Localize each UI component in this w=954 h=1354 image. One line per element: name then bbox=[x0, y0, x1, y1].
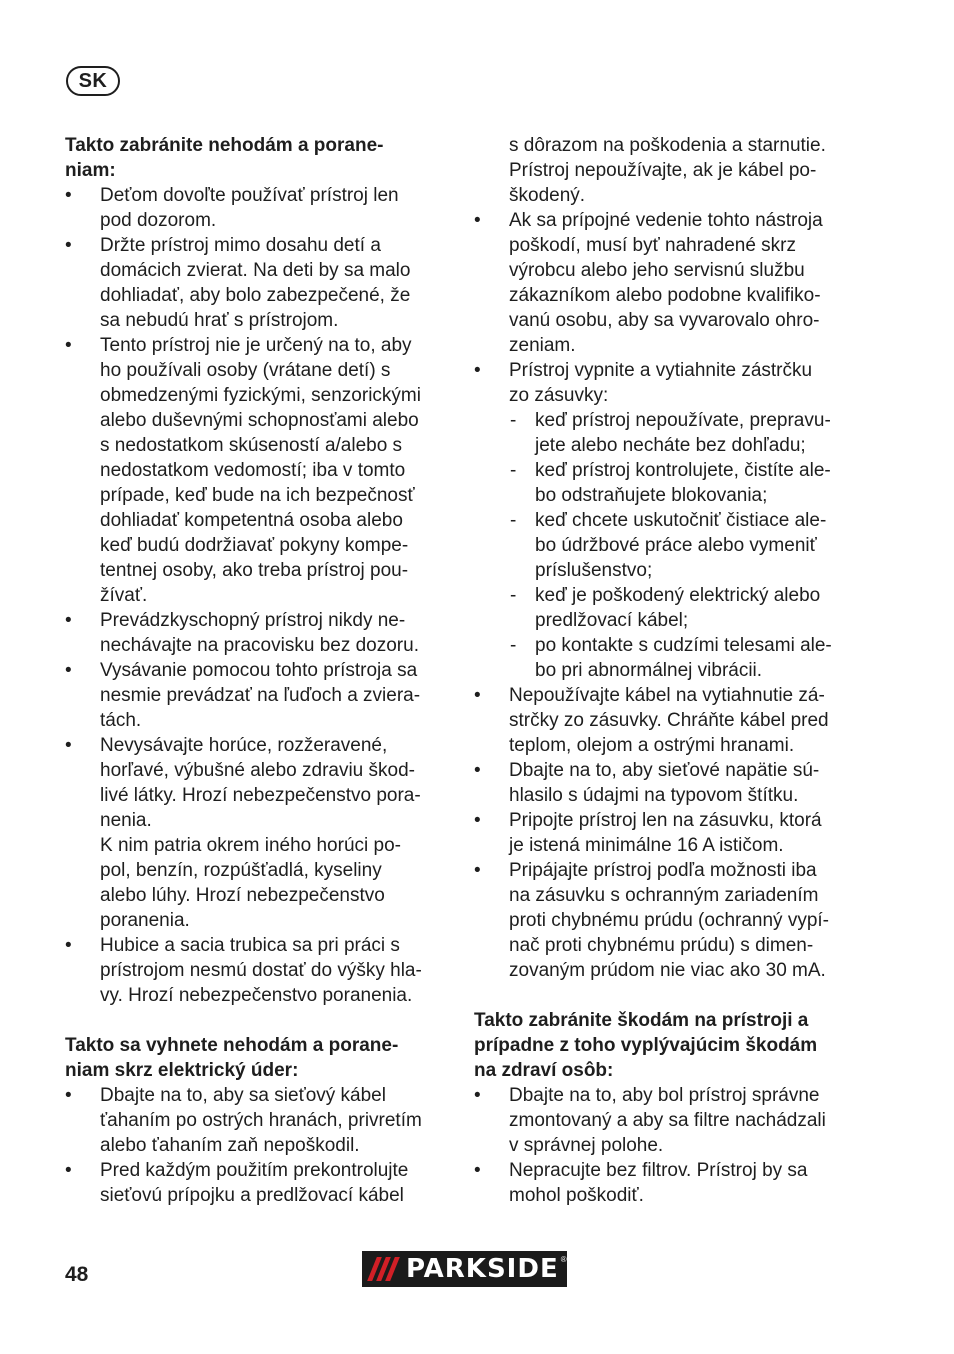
text-line: Nepoužívajte kábel na vytiahnutie zá- bbox=[509, 685, 825, 706]
text-line: bo pri abnormálnej vibrácii. bbox=[535, 660, 763, 681]
text-line: zovaným prúdom nie viac ako 30 mA. bbox=[509, 960, 826, 981]
bullet-icon: • bbox=[474, 210, 481, 231]
text-line: bo údržbové práce alebo vymeniť bbox=[535, 535, 817, 556]
text-line: teplom, olejom a ostrými hranami. bbox=[509, 735, 795, 756]
text-line: škodený. bbox=[509, 185, 586, 206]
text-line: Vysávanie pomocou tohto prístroja sa bbox=[100, 660, 418, 681]
text-line: keď chcete uskutočniť čistiace ale- bbox=[535, 510, 827, 531]
bullet-list-item bbox=[474, 683, 864, 758]
text-line: nač proti chybnému prúdu) s dimen- bbox=[509, 935, 814, 956]
bullet-list-item bbox=[65, 658, 450, 733]
bullet-icon: • bbox=[65, 235, 72, 256]
dash-list-item bbox=[474, 508, 864, 583]
bullet-icon: • bbox=[65, 660, 72, 681]
bullet-icon: • bbox=[65, 935, 72, 956]
text-line: keď prístroj nepoužívate, prepravu- bbox=[535, 410, 831, 431]
bullet-icon: • bbox=[65, 735, 72, 756]
bullet-list-device-damage bbox=[474, 1083, 864, 1208]
text-line: sieťovú prípojku a predlžovací kábel bbox=[100, 1185, 404, 1206]
text-line: keď je poškodený elektrický alebo bbox=[535, 585, 821, 606]
text-line: Tento prístroj nie je určený na to, aby bbox=[100, 335, 412, 356]
text-line: po kontakte s cudzími telesami ale- bbox=[535, 635, 832, 656]
text-line: ho používali osoby (vrátane detí) s bbox=[100, 360, 391, 381]
text-line: nechávajte na pracovisku bez dozoru. bbox=[100, 635, 419, 656]
bullet-icon: • bbox=[65, 1085, 72, 1106]
text-line: horľavé, výbušné alebo zdraviu škod- bbox=[100, 760, 415, 781]
bullet-icon: • bbox=[474, 1085, 481, 1106]
text-line: prístrojom nesmú dostať do výšky hla- bbox=[100, 960, 422, 981]
bullet-list-item bbox=[474, 1083, 864, 1158]
text-line: Dbajte na to, aby sa sieťový kábel bbox=[100, 1085, 386, 1106]
text-line: keď budú dodržiavať pokyny kompe- bbox=[100, 535, 409, 556]
text-line: je istená minimálne 16 A ističom. bbox=[509, 835, 784, 856]
section-heading-electric-shock bbox=[65, 1033, 450, 1083]
text-line: hlasilo s údajmi na typovom štítku. bbox=[509, 785, 799, 806]
dash-list-item bbox=[474, 408, 864, 458]
bullet-list-item bbox=[65, 733, 450, 933]
continuation-text bbox=[474, 133, 864, 208]
text-line: zeniam. bbox=[509, 335, 576, 356]
bullet-list-item bbox=[474, 758, 864, 808]
dash-icon: - bbox=[510, 460, 517, 481]
text-line: tentnej osoby, ako treba prístroj pou- bbox=[100, 560, 409, 581]
bullet-icon: • bbox=[65, 335, 72, 356]
text-line: nenia. bbox=[100, 810, 152, 831]
bullet-list-item bbox=[65, 1158, 450, 1208]
text-line: Pripájajte prístroj podľa možnosti iba bbox=[509, 860, 817, 881]
text-line: na zásuvku s ochranným zariadením bbox=[509, 885, 819, 906]
text-line: vy. Hrozí nebezpečenstvo poranenia. bbox=[100, 985, 413, 1006]
text-line: keď prístroj kontrolujete, čistíte ale- bbox=[535, 460, 831, 481]
text-line: nedostatkom vedomostí; iba v tomto bbox=[100, 460, 406, 481]
text-line: Nevysávajte horúce, rozžeravené, bbox=[100, 735, 388, 756]
bullet-list-accidents bbox=[65, 183, 450, 1008]
text-line: Pred každým použitím prekontrolujte bbox=[100, 1160, 409, 1181]
text-line: na zdraví osôb: bbox=[474, 1060, 614, 1081]
text-line: livé látky. Hrozí nebezpečenstvo pora- bbox=[100, 785, 421, 806]
dash-list-item bbox=[474, 583, 864, 633]
text-line: Prístroj nepoužívajte, ak je kábel po- bbox=[509, 160, 817, 181]
text-line: vanú osobu, aby sa vyvarovalo ohro- bbox=[509, 310, 820, 331]
text-line: Nepracujte bez filtrov. Prístroj by sa bbox=[509, 1160, 808, 1181]
parkside-logo bbox=[362, 1251, 567, 1287]
text-line: jete alebo necháte bez dohľadu; bbox=[535, 435, 806, 456]
text-line: dohliadať kompetentná osoba alebo bbox=[100, 510, 403, 531]
bullet-list-item bbox=[474, 808, 864, 858]
text-line: pod dozorom. bbox=[100, 210, 217, 231]
bullet-list-item bbox=[65, 333, 450, 608]
bullet-icon: • bbox=[474, 760, 481, 781]
bullet-list-cable-safety bbox=[474, 683, 864, 983]
text-line: príslušenstvo; bbox=[535, 560, 653, 581]
text-line: zo zásuvky: bbox=[509, 385, 609, 406]
bullet-list-item bbox=[474, 208, 864, 358]
right-column bbox=[474, 133, 864, 1208]
brand-name: PARKSIDE bbox=[406, 1254, 559, 1284]
dash-icon: - bbox=[510, 635, 517, 656]
text-line: ťahaním po ostrých hranách, privretím bbox=[100, 1110, 422, 1131]
text-line: Deťom dovoľte používať prístroj len bbox=[100, 185, 399, 206]
bullet-icon: • bbox=[474, 860, 481, 881]
text-line: nesmie prevádzať na ľuďoch a zviera- bbox=[100, 685, 421, 706]
text-line: predlžovací kábel; bbox=[535, 610, 689, 631]
bullet-list-electric-shock bbox=[65, 1083, 450, 1208]
text-line: Prevádzkyschopný prístroj nikdy ne- bbox=[100, 610, 406, 631]
text-line: pol, benzín, rozpúšťadlá, kyseliny bbox=[100, 860, 382, 881]
text-line: zmontovaný a aby sa filtre nachádzali bbox=[509, 1110, 826, 1131]
text-line: alebo lúhy. Hrozí nebezpečenstvo bbox=[100, 885, 385, 906]
section-heading-device-damage bbox=[474, 1008, 864, 1083]
text-line: Takto zabránite nehodám a porane- bbox=[65, 135, 384, 156]
text-line: proti chybnému prúdu (ochranný vypí- bbox=[509, 910, 829, 931]
text-line: Takto sa vyhnete nehodám a porane- bbox=[65, 1035, 399, 1056]
text-line: alebo ťahaním zaň nepoškodil. bbox=[100, 1135, 360, 1156]
text-line: sa nebudú hrať s prístrojom. bbox=[100, 310, 339, 331]
dash-icon: - bbox=[510, 585, 517, 606]
text-line: strčky zo zásuvky. Chráňte kábel pred bbox=[509, 710, 829, 731]
text-line: poškodí, musí byť nahradené skrz bbox=[509, 235, 796, 256]
page-number: 48 bbox=[65, 1263, 89, 1286]
section-heading-accidents bbox=[65, 133, 450, 183]
text-line: v správnej polohe. bbox=[509, 1135, 664, 1156]
text-line: tách. bbox=[100, 710, 142, 731]
dash-list-item bbox=[474, 458, 864, 508]
bullet-icon: • bbox=[474, 360, 481, 381]
bullet-list-item bbox=[65, 933, 450, 1008]
bullet-list-item bbox=[474, 358, 864, 408]
bullet-list-item bbox=[474, 1158, 864, 1208]
text-line: Takto zabránite škodám na prístroji a bbox=[474, 1010, 809, 1031]
bullet-icon: • bbox=[65, 185, 72, 206]
language-badge: SK bbox=[66, 66, 120, 96]
text-line: prípade, keď bude na ich bezpečnosť bbox=[100, 485, 415, 506]
dash-icon: - bbox=[510, 510, 517, 531]
bullet-icon: • bbox=[474, 685, 481, 706]
text-line: prípadne z toho vyplývajúcim škodám bbox=[474, 1035, 818, 1056]
text-line: Prístroj vypnite a vytiahnite zástrčku bbox=[509, 360, 813, 381]
text-line: poranenia. bbox=[100, 910, 190, 931]
text-line: Dbajte na to, aby bol prístroj správne bbox=[509, 1085, 820, 1106]
bullet-icon: • bbox=[474, 1160, 481, 1181]
text-line: niam skrz elektrický úder: bbox=[65, 1060, 299, 1081]
text-line: Dbajte na to, aby sieťové napätie sú- bbox=[509, 760, 820, 781]
text-line: mohol poškodiť. bbox=[509, 1185, 644, 1206]
dash-list-unplug-cases bbox=[474, 408, 864, 683]
text-line: obmedzenými fyzickými, senzorickými bbox=[100, 385, 421, 406]
bullet-list-item bbox=[65, 233, 450, 333]
bullet-list-item bbox=[65, 1083, 450, 1158]
dash-list-item bbox=[474, 633, 864, 683]
registered-mark: ® bbox=[560, 1255, 567, 1264]
left-column bbox=[65, 133, 450, 1208]
text-line: K nim patria okrem iného horúci po- bbox=[100, 835, 401, 856]
bullet-list-disconnect bbox=[474, 208, 864, 408]
text-line: domácich zvierat. Na deti by sa malo bbox=[100, 260, 411, 281]
text-line: alebo duševnými schopnosťami alebo bbox=[100, 410, 419, 431]
bullet-list-item bbox=[65, 608, 450, 658]
text-line: výrobcu alebo jeho servisnú službu bbox=[509, 260, 805, 281]
bullet-list-item bbox=[474, 858, 864, 983]
text-line: zákazníkom alebo podobne kvalifiko- bbox=[509, 285, 821, 306]
text-line: Ak sa prípojné vedenie tohto nástroja bbox=[509, 210, 823, 231]
text-line: s nedostatkom skúseností a/alebo s bbox=[100, 435, 403, 456]
bullet-icon: • bbox=[65, 610, 72, 631]
text-line: Hubice a sacia trubica sa pri práci s bbox=[100, 935, 400, 956]
text-line: dohliadať, aby bolo zabezpečené, že bbox=[100, 285, 411, 306]
logo-slashes-icon bbox=[362, 1251, 406, 1287]
text-line: Pripojte prístroj len na zásuvku, ktorá bbox=[509, 810, 822, 831]
bullet-icon: • bbox=[474, 810, 481, 831]
text-line: bo odstraňujete blokovania; bbox=[535, 485, 768, 506]
dash-icon: - bbox=[510, 410, 517, 431]
text-line: s dôrazom na poškodenia a starnutie. bbox=[509, 135, 826, 156]
text-line: žívať. bbox=[100, 585, 148, 606]
bullet-list-item bbox=[65, 183, 450, 233]
text-line: Držte prístroj mimo dosahu detí a bbox=[100, 235, 381, 256]
text-line: niam: bbox=[65, 160, 116, 181]
bullet-icon: • bbox=[65, 1160, 72, 1181]
